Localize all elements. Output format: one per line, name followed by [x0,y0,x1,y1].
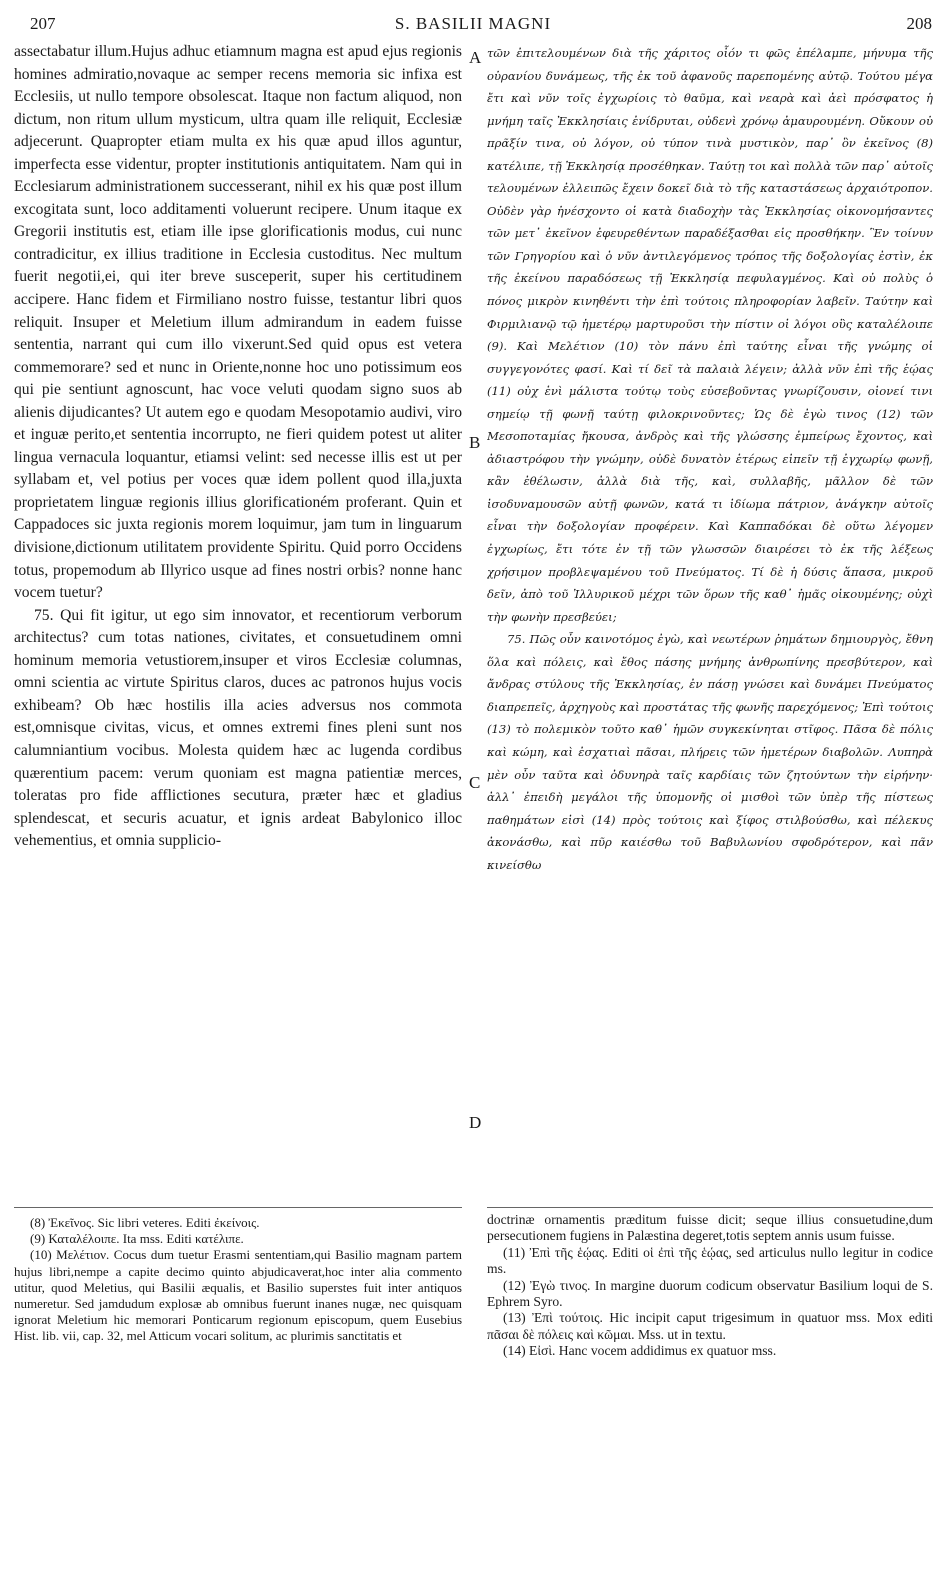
latin-column [14,41,462,1201]
footnote: (14) Εἰσὶ. Hanc vocem addidimus ex quatuor mss. [503,1343,777,1359]
section-marker-d: D [469,1113,482,1132]
running-title: S. BASILII MAGNI [394,14,552,33]
footnote: (9) Καταλέλοιπε. Ita mss. Editi κατέλιπε. [30,1231,244,1247]
footnote: (12) Ἐγὼ τινος. In margine duorum codicum observatur Basilium loqui de S. Ephrem Syro. [487,1277,933,1310]
footnote: (13) Ἐπὶ τούτοις. Hic incipit caput trigesimum in quatuor mss. Mox editi πᾶσαι δὲ πόλεις καὶ κῶμαι. Mss. ut in textu. [487,1310,933,1342]
greek-paragraph: 75. Πῶς οὖν καινοτόμος ἐγὼ, καὶ νεωτέρων ῥημάτων δημιουργὸς, ἔθνη ὅλα καὶ πόλεις, καὶ ἔθος πάσης μνήμης ἀνθρωπίνης πρεσβύτερον, καὶ ἄνδρας στύλους τῆς Ἐκκλησίας, ἐν πάσῃ γνώσει καὶ δυνάμει Πνεύματος διαπρεπεῖς, ἀρχηγοὺς καὶ προστάτας τῆς φωνῆς παρεχόμενος; Ἐπὶ τούτοις (13) τὸ πολεμικὸν τοῦτο καθ᾽ ἡμῶν συγκεκίνηται στῖφος. Πᾶσα δὲ πόλις καὶ κώμη, καὶ ἐσχατιαὶ πᾶσαι, πλήρεις τῶν ἡμετέρων διαβολῶν. Λυπηρὰ μὲν οὖν ταῦτα καὶ ὀδυνηρὰ ταῖς καρδίαις τῶν ζητούντων τὴν εἰρήνην· ἀλλ᾽ ἐπειδὴ μεγάλοι τῆς ὑπομονῆς οἱ μισθοὶ τῶν ὑπὲρ τῆς πίστεως παθημάτων εἰσὶ (14) πρὸς τούτοις καὶ ξίφος στιλβούσθω, καὶ πέλεκυς ἀκονάσθω, καὶ πῦρ καιέσθω τοῦ Βαβυλωνίου σφοδρότερον, καὶ πᾶν κινείσθω [487,632,933,872]
footnote: (11) Ἐπὶ τῆς ἑῴας. Editi οἱ ἐπὶ τῆς ἑῴας, sed articulus nullo legitur in codice ms. [487,1244,933,1277]
latin-paragraph: 75. Qui fit igitur, ut ego sim innovator, et recentiorum verborum architectus? cum totas nationes, civitates, et consuetudinem omni hominum memoria vetustiorem,insuper et viros Ecclesiæ columnas, omni scientia ac virtute Spiritus claros, duces ac patronos hujus vocis exhibeam? Ob hæc hostilis illa acies adversus nos commota est,omnisque civitas, vicus, et omnes extremi fines pleni sunt nos calumniantium vocibus. Molesta quidem hæc ac lugenda cordibus quærentium pacem: verum quoniam est magna patientiæ merces, toleratas pro fide afflictiones secutura, præter hæc et gladius splendescat, et securis acuatur, et ignis ardeat Babylonico illoc vehementius, et omnia supplicio- [14,606,462,850]
footnote: (8) Ἐκεῖνος. Sic libri veteres. Editi ἐκείνοις. [30,1215,260,1230]
latin-paragraph: assectabatur illum.Hujus adhuc etiamnum magna est apud ejus regionis homines admiratio,novaque ac semper recens memoria sic infixa est Ecclesiis, ut nullo tempore obsolescat. Itaque non factum aliquod, non dictum, non ritum ullum mysticum, ultra quam ille reliquit, Ecclesiæ adjecerunt. Quapropter etiam multa ex his quæ apud illos aguntur, imperfecta esse videntur, propter institutionis antiquitatem. Nam qui in Ecclesiarum administrationem successerant, nihil ex his quæ post illum excogitata sunt, loco additamenti voluerunt recipere. Unum itaque ex Gregorii institutis est, etiam ille ipse glorificationis modus, cui nunc contradicitur, ex illius traditione in Ecclesia custoditus. Nec multum fuerit negotii,ei, qui iter breve susceperit, super his certitudinem accipere. Hanc fidem et Firmiliano nostro fuisse, testantur libri quos reliquit. Insuper et Meletium illum admirandum in eadem fuisse sententia, narrant qui cum illo vixerunt.Sed quid opus est vetera commemorare? sed et nunc in Oriente,nonne hoc uno potissimum eos qui pie sentiunt agnoscunt, hac voce veluti quodam signo suos ab alienis dijudicantes? Ut autem ego e quodam Mesopotamio audivi, viro et inguæ perito,et sententia incorrupto, ne fieri quidem potest ut aliter lingua vernacula loquantur, etiamsi velint: sed necesse illis est ut per syllabam et, vel potius per voces quæ idem pollent quod illa,juxta proprietatem linguæ regionis illius glorificationém proferant. Quin et Cappadoces sic juxta regionis morem loquimur, jam tum in linguarum divisione,dictionum utilitatem providente Spiritu. Quid porro Occidens totus, propemodum ab Illyrico usque ad fines nostri orbis? nonne hanc vocem tuetur? [14,43,462,602]
right-page-number: 208 [906,14,932,33]
greek-column [487,42,933,1202]
section-marker-b: B [469,433,481,452]
footnote: (10) Μελέτιον. Cocus dum tuetur Erasmi sententiam,qui Basilio magnam partem hujus libri,nempe a capite decimo quinto abjudicaverat,hoc inter alia commento utitur, quod Meletius, qui Basilii æqualis, et Basilio superstes fuit inter antiquos numeretur. Sed jamdudum explosæ ab omnibus fuerunt inanes nugæ, nec quisquam ignorat Meletium hic memorari Ponticarum regionum episcopum, quem Eusebius Hist. lib. vii, cap. 32, mel Atticum vocari solitum, ac plurimis sanctitatis et [14,1247,462,1344]
section-marker-c: C [469,773,481,792]
footnotes-left [14,1215,462,1575]
footnotes-right [487,1212,933,1572]
greek-paragraph: τῶν ἐπιτελουμένων διὰ τῆς χάριτος οἷόν τι φῶς ἐπέλαμπε, μήνυμα τῆς οὐρανίου δυνάμεως, τῆς ἐκ τοῦ ἀφανοῦς παρεπομένης αὐτῷ. Τούτου μέγα ἔτι καὶ νῦν τοῖς ἐγχωρίοις τὸ θαῦμα, καὶ νεαρὰ καὶ ἀεὶ πρόσφατος ἡ μνήμη ταῖς Ἐκκλησίαις ἐνίδρυται, οὐδενὶ χρόνῳ ἀμαυρουμένη. Οὔκουν οὐ πρᾶξίν τινα, οὐ λόγον, οὐ τύπον τινὰ μυστικὸν, παρ᾽ ὃν ἐκεῖνος (8) κατέλιπε, τῇ Ἐκκλησίᾳ προσέθηκαν. Ταύτῃ τοι καὶ πολλὰ τῶν παρ᾽ αὐτοῖς τελουμένων ἐλλειπῶς ἔχειν δοκεῖ διὰ τὸ τῆς καταστάσεως ἀρχαιότροπον. Οὐδὲν γὰρ ἠνέσχοντο οἱ κατὰ διαδοχὴν τὰς Ἐκκλησίας οἰκονομήσαντες τῶν μετ᾽ ἐκεῖνον ἐφευρεθέντων παραδέξασθαι εἰς προσθήκην. Ἓν τοίνυν τῶν Γρηγορίου καὶ ὁ νῦν ἀντιλεγόμενος τρόπος τῆς δοξολογίας ἐστὶν, ἐκ τῆς ἐκείνου παραδόσεως τῇ Ἐκκλησίᾳ πεφυλαγμένος. Καὶ οὐ πολὺς ὁ πόνος μικρὸν κινηθέντι τὴν ἐπὶ τούτοις πληροφορίαν λαβεῖν. Ταύτην καὶ Φιρμιλιανῷ τῷ ἡμετέρῳ μαρτυροῦσι τὴν πίστιν οἱ λόγοι οὓς καταλέλοιπε (9). Καὶ Μελέτιον (10) τὸν πάνυ ἐπὶ ταύτης εἶναι τῆς γνώμης οἱ συγγεγονότες φασί. Καὶ τί δεῖ τὰ παλαιὰ λέγειν; ἀλλὰ νῦν ἐπὶ τῆς ἑῴας (11) οὐχ ἑνὶ μάλιστα τούτῳ τοὺς εὐσεβοῦντας γνωρίζουσιν, οἱονεί τινι σημείῳ τῇ φωνῇ ταύτῃ φιλοκρινοῦντες; Ὡς δὲ ἐγὼ τινος (12) τῶν Μεσοποταμίας ἤκουσα, ἀνδρὸς καὶ τῆς γλώσσης ἐμπείρως ἔχοντος, καὶ ἀδιαστρόφου τὴν γνώμην, οὐδὲ δυνατὸν ἑτέρως εἰπεῖν τῇ ἐγχωρίῳ φωνῇ, κἂν ἐθέλωσιν, ἀλλὰ διὰ τῆς, καὶ, συλλαβῆς, μᾶλλον δὲ τῶν ἰσοδυναμουσῶν αὐτῇ φωνῶν, κατά τι ἰδίωμα πάτριον, ἀνάγκην αὐτοῖς εἶναι τὴν δοξολογίαν προφέρειν. Καὶ Καππαδόκαι δὲ οὕτω λέγομεν ἐγχωρίως, ἔτι τότε ἐν τῇ τῶν γλωσσῶν διαιρέσει τὸ ἐκ τῆς λέξεως χρήσιμον προβλεψαμένου τοῦ Πνεύματος. Τί δὲ ἡ δύσις ἅπασα, μικροῦ δεῖν, ἀπὸ τοῦ Ἰλλυρικοῦ μέχρι τῶν ὅρων τῆς καθ᾽ ἡμᾶς οἰκουμένης; οὐχὶ τὴν φωνὴν πρεσβεύει; [487,46,933,624]
section-marker-a: A [469,48,482,67]
left-page-number: 207 [30,14,56,33]
footnote-rule-right [487,1207,933,1208]
footnote-rule-left [14,1207,462,1208]
footnote-continuation: doctrinæ ornamentis præditum fuisse dicit; seque illius consuetudine,dum persecutionem fugiens in Palæstina degeret,totis septem annis usum fuisse. [487,1212,933,1244]
